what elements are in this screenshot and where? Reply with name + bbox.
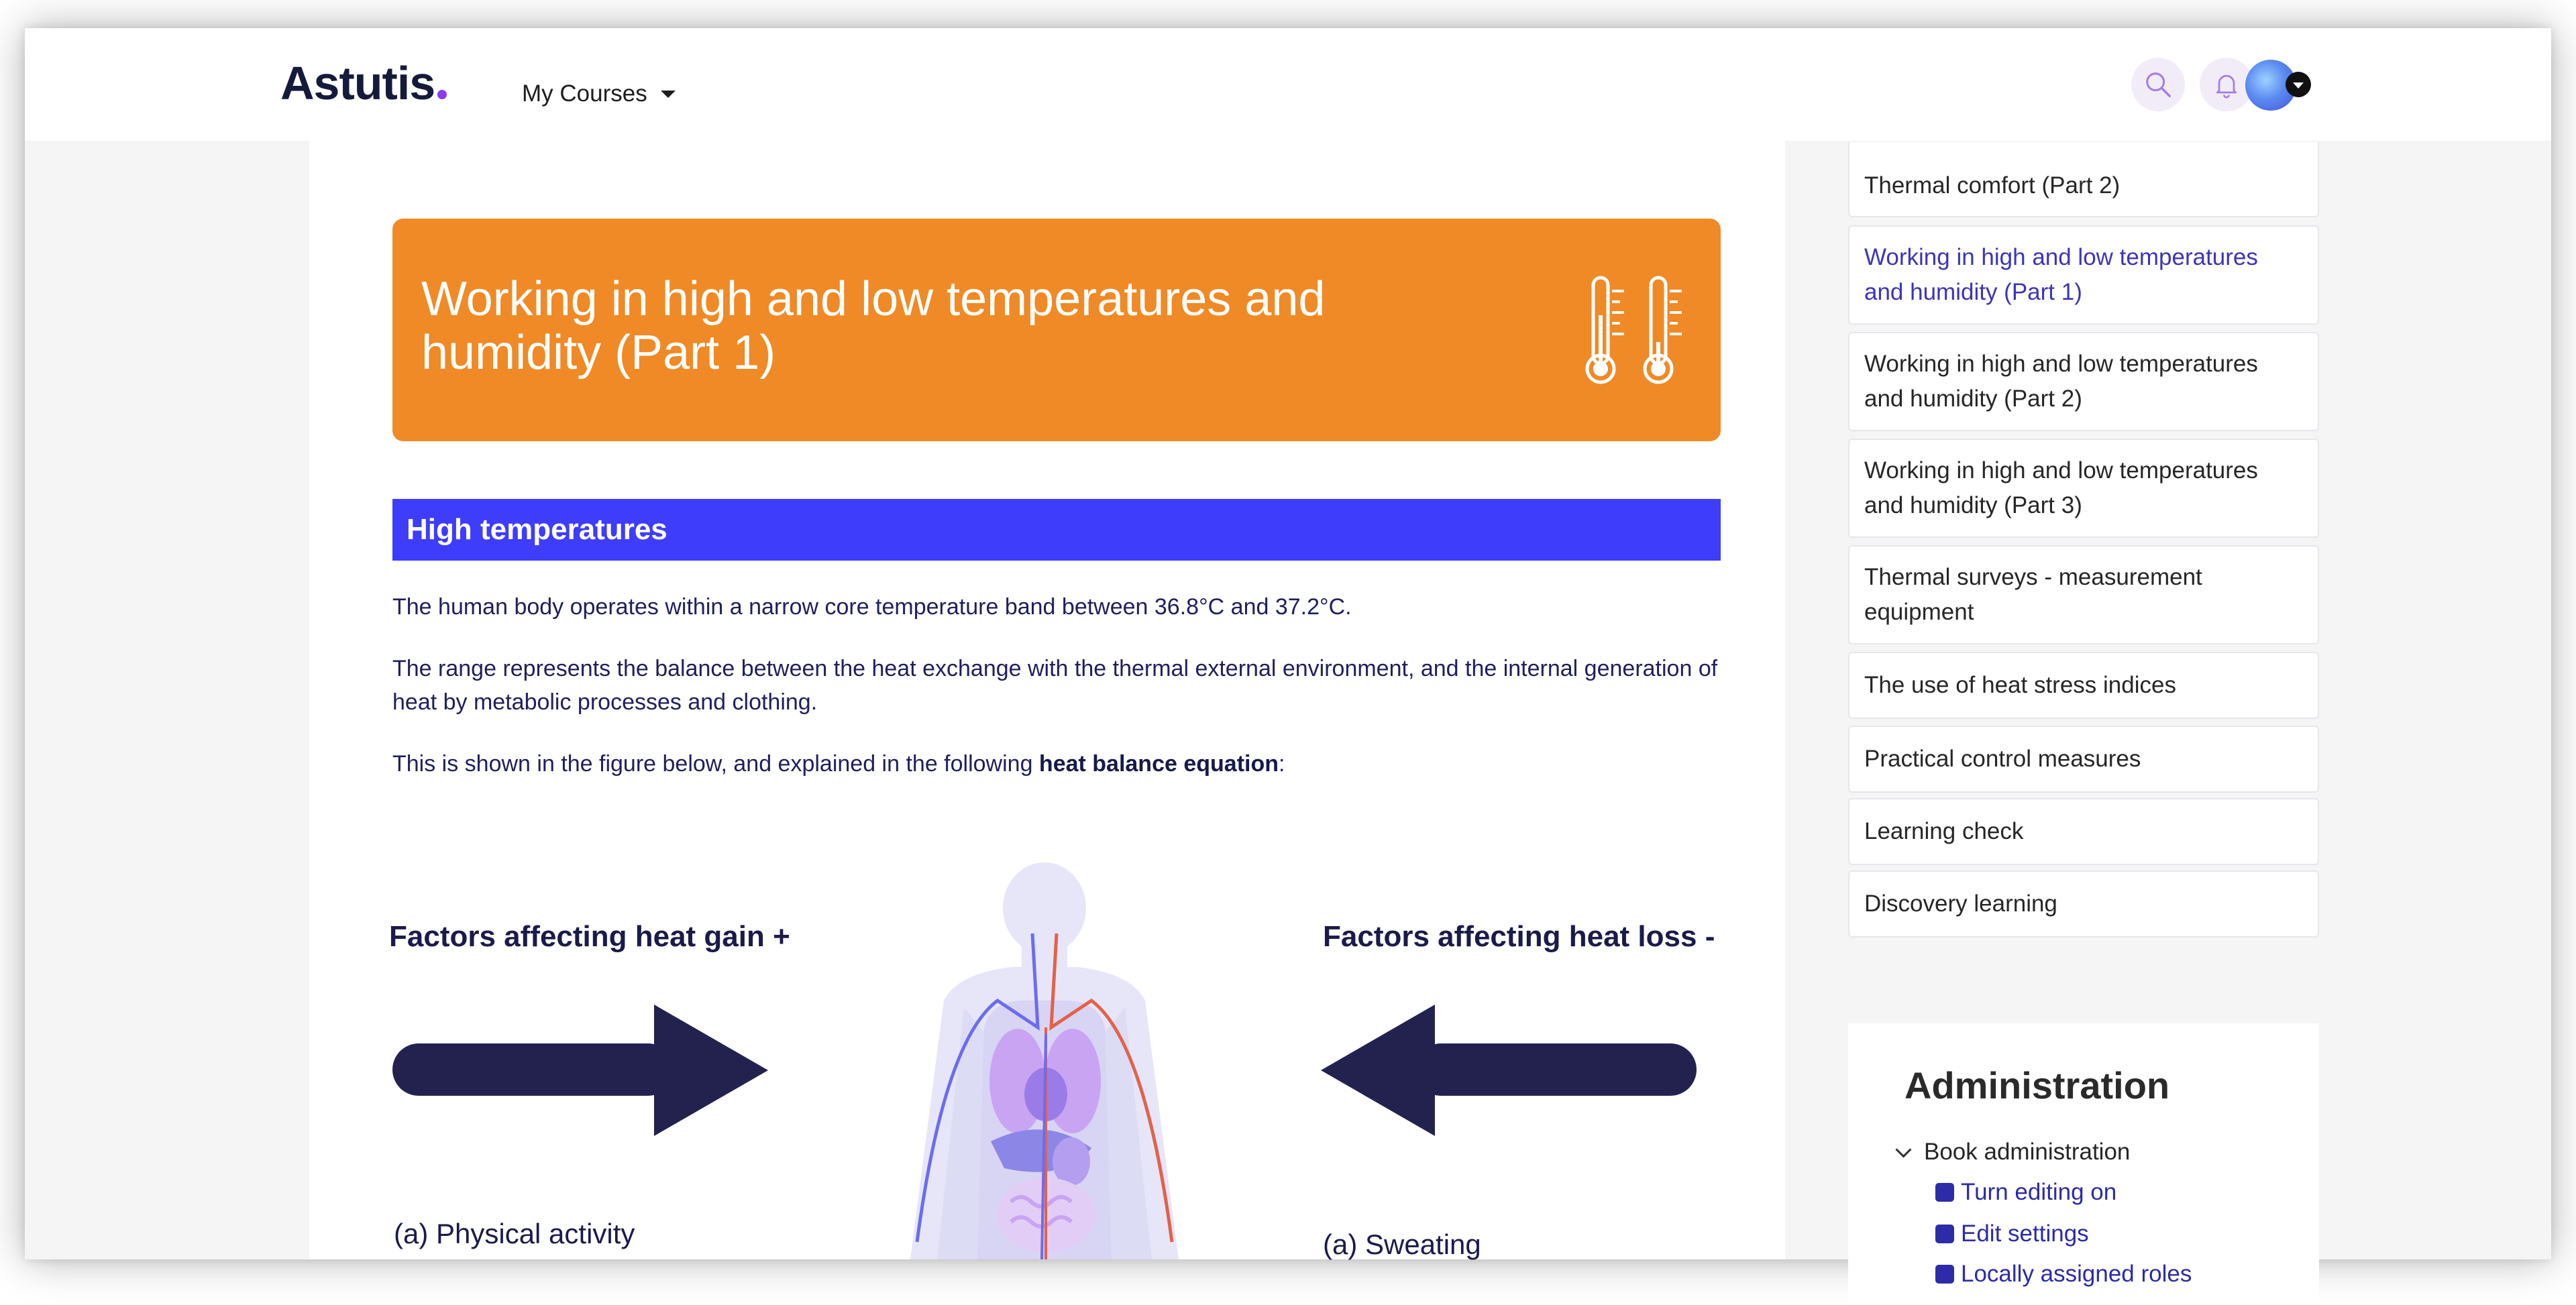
heat-gain-item-a: (a) Physical activity bbox=[394, 1218, 635, 1249]
administration-block bbox=[1848, 1023, 2319, 1305]
admin-link-label: Locally assigned roles bbox=[1961, 1261, 2192, 1287]
admin-link-label: Edit settings bbox=[1961, 1221, 2089, 1247]
caret-down-icon bbox=[661, 91, 676, 98]
human-body-illustration bbox=[890, 866, 1199, 1259]
thermometer-icon bbox=[1587, 275, 1627, 388]
my-courses-label: My Courses bbox=[522, 80, 647, 107]
heat-gain-title: Factors affecting heat gain + bbox=[389, 920, 790, 953]
toc-item-heat-stress-indices[interactable] bbox=[1848, 652, 2319, 719]
toc-item-label: The use of heat stress indices bbox=[1864, 672, 2176, 698]
paragraph-1: The human body operates within a narrow core temperature band between 36.8°C and 37.2°C. bbox=[392, 594, 1352, 620]
heat-loss-item-a: (a) Sweating bbox=[1323, 1229, 1481, 1260]
administration-title: Administration bbox=[1904, 1064, 2170, 1107]
section-heading: High temperatures bbox=[392, 499, 1721, 561]
logo-dot-icon bbox=[437, 90, 447, 99]
paragraph-2: The range represents the balance between the heat exchange with the thermal external environment, and the internal generation of heat by metabolic processes and clothing. bbox=[392, 656, 1718, 715]
toc-item-label: Working in high and low temperatures and humidity (Part 1) bbox=[1864, 244, 2258, 305]
paragraph-3 bbox=[392, 747, 1721, 781]
user-menu-caret-icon[interactable] bbox=[2286, 72, 2311, 97]
paragraph-3-text: This is shown in the figure below, and explained in the following bbox=[392, 751, 1039, 777]
toc-item-thermal-surveys[interactable] bbox=[1848, 545, 2319, 644]
arrow-right-icon bbox=[392, 1005, 768, 1136]
edit-settings-link[interactable] bbox=[1935, 1221, 2089, 1247]
toc-item-control-measures[interactable] bbox=[1848, 726, 2319, 793]
toc-item-discovery-learning[interactable] bbox=[1848, 870, 2319, 938]
locally-assigned-roles-link[interactable] bbox=[1935, 1261, 2192, 1288]
roles-icon bbox=[1935, 1265, 1954, 1284]
toc-item-label: Thermal comfort (Part 2) bbox=[1864, 172, 2121, 198]
browser-window bbox=[25, 28, 2551, 1287]
bell-icon bbox=[2212, 70, 2241, 99]
toc-item-label: Working in high and low temperatures and humidity (Part 3) bbox=[1864, 457, 2258, 518]
edit-icon bbox=[1935, 1183, 1954, 1202]
heat-balance-equation-term: heat balance equation bbox=[1038, 751, 1279, 777]
paragraph-3-end: : bbox=[1279, 751, 1285, 777]
admin-link-label: Turn editing on bbox=[1961, 1179, 2117, 1205]
thermometer-icon bbox=[1644, 275, 1684, 388]
my-courses-menu[interactable] bbox=[522, 80, 676, 107]
chapter-title: Working in high and low temperatures and humidity (Part 1) bbox=[421, 272, 1326, 380]
arrow-left-icon bbox=[1321, 1005, 1697, 1136]
toc-item-learning-check[interactable] bbox=[1848, 798, 2319, 865]
toc-item-part-2[interactable] bbox=[1848, 332, 2319, 431]
logo-text: Astutis bbox=[280, 57, 435, 109]
search-icon bbox=[2143, 69, 2174, 100]
toc-item-label: Practical control measures bbox=[1864, 746, 2141, 772]
toc-item-label: Thermal surveys - measurement equipment bbox=[1864, 564, 2202, 625]
toc-item-label: Discovery learning bbox=[1864, 891, 2057, 917]
toc-item-part-3[interactable] bbox=[1848, 439, 2319, 538]
site-logo[interactable] bbox=[280, 56, 447, 110]
top-navbar bbox=[25, 28, 2551, 141]
settings-icon bbox=[1935, 1225, 1954, 1243]
turn-editing-on-link[interactable] bbox=[1935, 1179, 2116, 1206]
toc-item-current-chapter[interactable] bbox=[1848, 225, 2319, 325]
book-administration-toggle[interactable] bbox=[1898, 1139, 2130, 1166]
chevron-down-icon bbox=[1895, 1141, 1911, 1157]
chapter-banner bbox=[392, 219, 1721, 441]
toc-item-label: Working in high and low temperatures and humidity (Part 2) bbox=[1864, 351, 2258, 412]
search-button[interactable] bbox=[2131, 58, 2185, 111]
heat-loss-title: Factors affecting heat loss - bbox=[1323, 920, 1715, 953]
book-administration-label: Book administration bbox=[1924, 1139, 2131, 1165]
toc-item-label: Learning check bbox=[1864, 818, 2024, 844]
toc-item-thermal-comfort-2[interactable] bbox=[1848, 142, 2319, 217]
